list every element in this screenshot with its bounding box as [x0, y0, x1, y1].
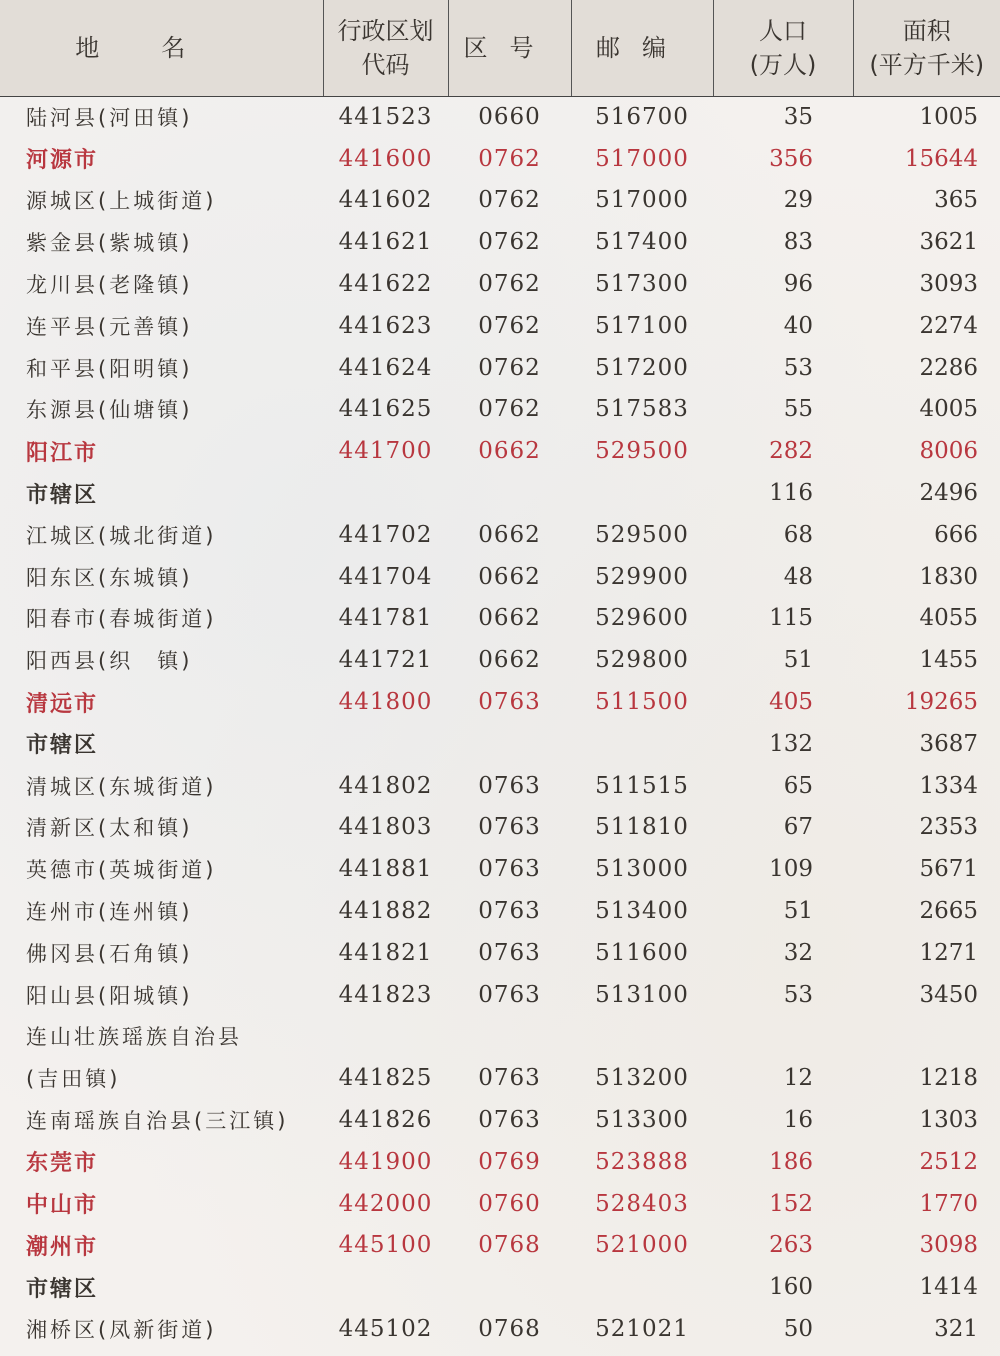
area-cell: 3093: [919, 271, 978, 298]
area-code-cell: 0762: [478, 271, 541, 298]
population-cell: 405: [769, 689, 813, 716]
population-cell: 51: [783, 898, 813, 925]
area-code-cell: 0768: [478, 1232, 541, 1259]
name-cell: 清城区(东城街道): [26, 774, 217, 799]
postcode-cell: 517000: [595, 145, 689, 172]
name-cell: 连州市(连州镇): [26, 900, 193, 925]
table-row: [0, 1057, 1000, 1099]
code-cell: 441721: [338, 647, 433, 674]
area-cell: 321: [934, 1316, 978, 1342]
table-body: [0, 96, 1000, 1350]
population-cell: 160: [769, 1274, 813, 1301]
code-cell: 441825: [338, 1065, 433, 1092]
table-row: [0, 514, 1000, 556]
area-code-cell: [448, 1266, 571, 1308]
area-cell: 19265: [904, 689, 978, 716]
table-row: [0, 1141, 1000, 1183]
table-row: [0, 180, 1000, 222]
postcode-cell: 517583: [595, 396, 689, 423]
header-area: 面积 (平方千米): [853, 0, 1000, 96]
area-code-cell: 0762: [478, 354, 541, 381]
name-cell: 江城区(城北街道): [26, 523, 217, 548]
name-cell: 阳东区(东城镇): [26, 565, 193, 590]
postcode-cell: 511810: [595, 814, 689, 841]
area-cell: 3098: [919, 1232, 978, 1259]
area-cell: 1303: [919, 1107, 978, 1134]
postcode-cell: 517100: [595, 312, 689, 339]
table-row: [0, 1016, 1000, 1058]
table-row: [0, 96, 1000, 138]
code-cell: 441882: [338, 898, 433, 925]
area-code-cell: 0769: [478, 1148, 541, 1175]
area-cell: 15644: [904, 145, 978, 172]
code-cell: 441803: [338, 814, 433, 841]
name-cell: 紫金县(紫城镇): [26, 231, 193, 256]
population-cell: 96: [783, 271, 813, 298]
code-cell: 441821: [338, 939, 433, 966]
header-code: 行政区划 代码: [323, 0, 448, 96]
table-header: [0, 0, 1000, 96]
postcode-cell: 517400: [595, 229, 689, 256]
postcode-cell: 523888: [595, 1148, 689, 1175]
code-cell: 441700: [338, 438, 433, 465]
name-cell: 东莞市: [26, 1151, 99, 1177]
code-cell: 441781: [338, 605, 433, 632]
table-row: [0, 389, 1000, 431]
name-cell: 湘桥区(凤新街道): [26, 1318, 217, 1342]
population-cell: 282: [769, 438, 813, 465]
postcode-cell: 511500: [595, 689, 689, 716]
postcode-cell: 528403: [595, 1190, 689, 1217]
area-cell: 2512: [919, 1148, 978, 1175]
area-code-cell: 0763: [478, 981, 541, 1008]
area-cell: 365: [934, 187, 978, 214]
code-cell: [323, 1016, 448, 1058]
name-cell: 英德市(英城街道): [26, 858, 217, 883]
table-row: [0, 1099, 1000, 1141]
area-code-cell: 0662: [478, 647, 541, 674]
table-row: [0, 1266, 1000, 1308]
population-cell: 83: [783, 229, 813, 256]
code-cell: 441624: [338, 354, 433, 381]
code-cell: 442000: [338, 1190, 433, 1217]
name-cell: 阳西县(织 镇): [26, 649, 193, 674]
code-cell: 441621: [338, 229, 433, 256]
code-cell: 441623: [338, 312, 433, 339]
name-cell: 阳春市(春城街道): [26, 607, 217, 632]
postcode-cell: 521021: [595, 1316, 689, 1342]
area-code-cell: 0763: [478, 856, 541, 883]
population-cell: 68: [783, 521, 813, 548]
table-row: [0, 347, 1000, 389]
population-cell: 263: [769, 1232, 813, 1259]
population-cell: 65: [783, 772, 813, 799]
name-cell: 连南瑶族自治县(三江镇): [26, 1109, 289, 1134]
code-cell: [323, 723, 448, 765]
table-row: [0, 472, 1000, 514]
area-cell: 3687: [919, 730, 978, 757]
table-row: [0, 890, 1000, 932]
table-row: [0, 1225, 1000, 1267]
population-cell: 48: [783, 563, 813, 590]
name-cell: 阳山县(阳城镇): [26, 983, 193, 1008]
area-code-cell: 0762: [478, 312, 541, 339]
area-cell: 1005: [919, 104, 978, 131]
name-cell: 和平县(阳明镇): [26, 356, 193, 381]
population-cell: 16: [783, 1107, 813, 1134]
code-cell: 441900: [338, 1148, 433, 1175]
table-row: [0, 1308, 1000, 1350]
area-code-cell: 0763: [478, 772, 541, 799]
postcode-cell: 529800: [595, 647, 689, 674]
name-cell: 市辖区: [26, 1276, 99, 1302]
name-cell: 市辖区: [26, 482, 99, 508]
code-cell: 441881: [338, 856, 433, 883]
name-cell: 连山壮族瑶族自治县: [26, 1025, 242, 1050]
area-cell: 4005: [919, 396, 978, 423]
postcode-cell: 517200: [595, 354, 689, 381]
area-code-cell: [448, 472, 571, 514]
area-cell: 5671: [919, 856, 978, 883]
area-cell: 3450: [919, 981, 978, 1008]
population-cell: 53: [783, 354, 813, 381]
area-cell: 2274: [919, 312, 978, 339]
table-row: [0, 723, 1000, 765]
table-row: [0, 138, 1000, 180]
postcode-cell: 517000: [595, 187, 689, 214]
code-cell: 441600: [338, 145, 433, 172]
header-population: 人口 (万人): [713, 0, 853, 96]
table-row: [0, 848, 1000, 890]
area-code-cell: 0760: [478, 1190, 541, 1217]
postcode-cell: 529900: [595, 563, 689, 590]
area-code-cell: 0763: [478, 814, 541, 841]
area-cell: 2353: [919, 814, 978, 841]
population-cell: 29: [783, 187, 813, 214]
name-cell: 潮州市: [26, 1234, 99, 1260]
area-cell: 1334: [919, 772, 978, 799]
population-cell: 53: [783, 981, 813, 1008]
area-cell: 8006: [919, 438, 978, 465]
header-postcode: 邮编: [571, 0, 713, 96]
area-code-cell: 0660: [478, 104, 541, 131]
population-cell: 50: [783, 1316, 813, 1342]
table-row: [0, 1183, 1000, 1225]
name-cell: 源城区(上城街道): [26, 189, 217, 214]
area-cell: 1271: [919, 939, 978, 966]
area-cell: 1218: [919, 1065, 978, 1092]
table-row: [0, 932, 1000, 974]
name-cell: (吉田镇): [26, 1067, 121, 1092]
code-cell: [323, 472, 448, 514]
area-code-cell: [448, 1016, 571, 1058]
table-row: [0, 765, 1000, 807]
area-cell: [853, 1016, 1000, 1058]
area-code-cell: 0762: [478, 187, 541, 214]
postcode-cell: 511515: [595, 772, 689, 799]
postcode-cell: [571, 1266, 713, 1308]
table-row: [0, 305, 1000, 347]
postcode-cell: [571, 1016, 713, 1058]
table-row: [0, 807, 1000, 849]
area-cell: 2286: [919, 354, 978, 381]
postcode-cell: 521000: [595, 1232, 689, 1259]
name-cell: 陆河县(河田镇): [26, 106, 193, 131]
name-cell: 阳江市: [26, 440, 99, 466]
area-cell: 2496: [919, 480, 978, 507]
population-cell: 51: [783, 647, 813, 674]
population-cell: 55: [783, 396, 813, 423]
table-row: [0, 263, 1000, 305]
code-cell: 441702: [338, 521, 433, 548]
postcode-cell: [571, 723, 713, 765]
name-cell: 东源县(仙塘镇): [26, 398, 193, 423]
area-code-cell: 0662: [478, 521, 541, 548]
population-cell: 40: [783, 312, 813, 339]
table-row: [0, 598, 1000, 640]
area-code-cell: 0762: [478, 396, 541, 423]
table-row: [0, 639, 1000, 681]
area-cell: 4055: [919, 605, 978, 632]
name-cell: 市辖区: [26, 733, 99, 759]
area-cell: 1455: [919, 647, 978, 674]
population-cell: 12: [783, 1065, 813, 1092]
postcode-cell: 513300: [595, 1107, 689, 1134]
population-cell: 67: [783, 814, 813, 841]
area-cell: 1770: [919, 1190, 978, 1217]
code-cell: 441523: [338, 104, 433, 131]
area-cell: 666: [934, 521, 978, 548]
population-cell: [713, 1016, 853, 1058]
code-cell: 441622: [338, 271, 433, 298]
code-cell: 445100: [338, 1232, 433, 1259]
header-name: 地名: [0, 0, 323, 96]
code-cell: 441823: [338, 981, 433, 1008]
area-code-cell: 0762: [478, 229, 541, 256]
name-cell: 清新区(太和镇): [26, 816, 193, 841]
code-cell: 441704: [338, 563, 433, 590]
area-cell: 3621: [919, 229, 978, 256]
postcode-cell: [571, 472, 713, 514]
area-code-cell: 0662: [478, 605, 541, 632]
code-cell: 445102: [338, 1316, 433, 1342]
postcode-cell: 513100: [595, 981, 689, 1008]
postcode-cell: 517300: [595, 271, 689, 298]
postcode-cell: 513200: [595, 1065, 689, 1092]
table-row: [0, 221, 1000, 263]
population-cell: 132: [769, 730, 813, 757]
area-code-cell: 0662: [478, 563, 541, 590]
area-cell: 1830: [919, 563, 978, 590]
code-cell: [323, 1266, 448, 1308]
area-cell: 2665: [919, 898, 978, 925]
postcode-cell: 513400: [595, 898, 689, 925]
name-cell: 佛冈县(石角镇): [26, 941, 193, 966]
name-cell: 中山市: [26, 1193, 99, 1219]
table-row: [0, 556, 1000, 598]
header-area-code: 区号: [448, 0, 571, 96]
name-cell: 连平县(元善镇): [26, 314, 193, 339]
name-cell: 清远市: [26, 691, 99, 717]
population-cell: 116: [769, 480, 813, 507]
code-cell: 441800: [338, 689, 433, 716]
code-cell: 441802: [338, 772, 433, 799]
area-code-cell: 0768: [478, 1316, 541, 1342]
postcode-cell: 529600: [595, 605, 689, 632]
area-code-cell: 0763: [478, 689, 541, 716]
postcode-cell: 529500: [595, 521, 689, 548]
area-code-cell: 0662: [478, 438, 541, 465]
area-code-cell: [448, 723, 571, 765]
postcode-cell: 513000: [595, 856, 689, 883]
area-code-cell: 0763: [478, 898, 541, 925]
code-cell: 441602: [338, 187, 433, 214]
name-cell: 龙川县(老隆镇): [26, 273, 193, 298]
postcode-cell: 511600: [595, 939, 689, 966]
area-cell: 1414: [919, 1274, 978, 1301]
population-cell: 32: [783, 939, 813, 966]
population-cell: 115: [769, 605, 813, 632]
table-row: [0, 681, 1000, 723]
area-code-cell: 0763: [478, 939, 541, 966]
code-cell: 441826: [338, 1107, 433, 1134]
postcode-cell: 529500: [595, 438, 689, 465]
name-cell: 河源市: [26, 148, 99, 174]
table-row: [0, 974, 1000, 1016]
code-cell: 441625: [338, 396, 433, 423]
area-code-cell: 0763: [478, 1107, 541, 1134]
population-cell: 186: [769, 1148, 813, 1175]
population-cell: 109: [769, 856, 813, 883]
area-code-cell: 0762: [478, 145, 541, 172]
population-cell: 356: [769, 145, 813, 172]
area-code-cell: 0763: [478, 1065, 541, 1092]
postcode-cell: 516700: [595, 104, 689, 131]
table-row: [0, 430, 1000, 472]
population-cell: 152: [769, 1190, 813, 1217]
population-cell: 35: [783, 104, 813, 131]
